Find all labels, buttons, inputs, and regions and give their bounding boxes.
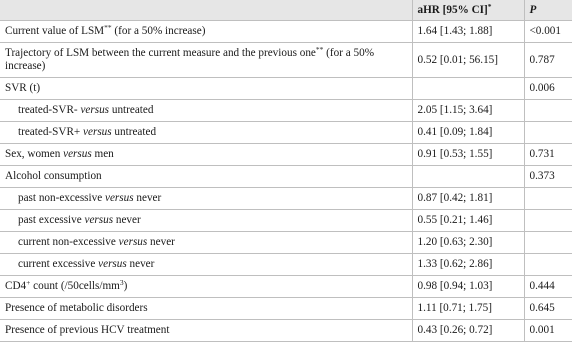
row-ahr: 1.33 [0.62; 2.86] [412,254,524,276]
row-ahr: 0.98 [0.94; 1.03] [412,276,524,298]
row-ahr: 0.91 [0.53; 1.55] [412,144,524,166]
row-label-a: Sex, women [5,148,64,160]
row-p: 0.006 [524,78,572,100]
row-p [524,188,572,210]
header-ahr [412,0,524,21]
row-label: Presence of metabolic disorders [0,298,412,320]
table-row [0,122,572,144]
row-ahr: 0.52 [0.01; 56.15] [412,43,524,78]
row-label-b: never [126,258,155,270]
row-label-text: Current value of LSM [5,25,105,37]
row-label [0,43,412,78]
row-label-b: never [133,192,162,204]
table-row [0,320,572,342]
row-p: 0.001 [524,320,572,342]
row-label-a: treated-SVR+ [18,126,84,138]
row-label-em: versus [98,258,127,270]
row-label-sup2: 3 [119,278,124,287]
row-label-em: versus [83,126,112,138]
row-label-a: current excessive [18,258,99,270]
row-ahr: 0.55 [0.21; 1.46] [412,210,524,232]
row-label-em: versus [63,148,92,160]
table-row [0,21,572,43]
table-row [0,188,572,210]
row-p [524,122,572,144]
row-label: Presence of previous HCV treatment [0,320,412,342]
row-ahr: 1.64 [1.43; 1.88] [412,21,524,43]
row-label-b: men [91,148,114,160]
row-p [524,254,572,276]
row-label [0,188,412,210]
row-p: 0.444 [524,276,572,298]
table-row [0,254,572,276]
table-row [0,100,572,122]
row-label [0,232,412,254]
table-row [0,78,572,100]
row-label-em: versus [80,104,110,116]
row-ahr [412,78,524,100]
row-label [0,144,412,166]
header-ahr-footnote: * [487,1,492,11]
header-p-label: P [529,3,537,16]
row-label-sup: + [26,278,31,287]
row-p: 0.645 [524,298,572,320]
row-label-a: past non-excessive [18,192,105,204]
table-row [0,144,572,166]
row-label-tail: (for a 50% increase) [5,47,375,72]
row-label-footnote: ** [104,23,112,32]
row-label [0,254,412,276]
table-row [0,298,572,320]
row-label-b: never [113,214,141,226]
table-row [0,166,572,188]
table-header-row [0,0,572,21]
row-label-em: versus [118,236,148,248]
row-label: SVR (t) [0,78,412,100]
row-ahr: 1.11 [0.71; 1.75] [412,298,524,320]
row-label-a: past excessive [18,214,85,226]
row-label-a: current non-excessive [18,236,119,248]
row-p: <0.001 [524,21,572,43]
row-p [524,100,572,122]
row-label-tail: (for a 50% increase) [111,25,206,37]
table-row [0,210,572,232]
row-ahr: 0.87 [0.42; 1.81] [412,188,524,210]
row-label-tail: count (/50cells/mm [30,280,120,292]
row-ahr: 0.41 [0.09; 1.84] [412,122,524,144]
row-ahr [412,166,524,188]
row-label [0,100,412,122]
row-label-a: treated-SVR- [18,104,81,116]
table-row [0,43,572,78]
header-p [524,0,572,21]
row-label: Alcohol consumption [0,166,412,188]
row-label [0,122,412,144]
row-p: 0.731 [524,144,572,166]
row-label [0,21,412,43]
row-label [0,276,412,298]
row-p [524,210,572,232]
row-label-text: CD4 [5,280,27,292]
row-ahr: 0.43 [0.26; 0.72] [412,320,524,342]
header-variable [0,0,412,21]
row-label-footnote: ** [315,45,324,54]
row-ahr: 2.05 [1.15; 3.64] [412,100,524,122]
row-ahr: 1.20 [0.63; 2.30] [412,232,524,254]
row-label-tail2: ) [123,280,128,292]
row-label-b: never [147,236,175,248]
table-row [0,276,572,298]
row-p [524,232,572,254]
row-label-em: versus [105,192,134,204]
row-p: 0.787 [524,43,572,78]
row-label [0,210,412,232]
table-row [0,232,572,254]
row-label-b: untreated [109,104,154,116]
row-label-text: Trajectory of LSM between the current measure and the previous one [5,47,316,59]
row-label-em: versus [84,214,114,226]
header-ahr-label: aHR [95% CI] [417,3,488,16]
row-p: 0.373 [524,166,572,188]
row-label-b: untreated [111,126,157,138]
